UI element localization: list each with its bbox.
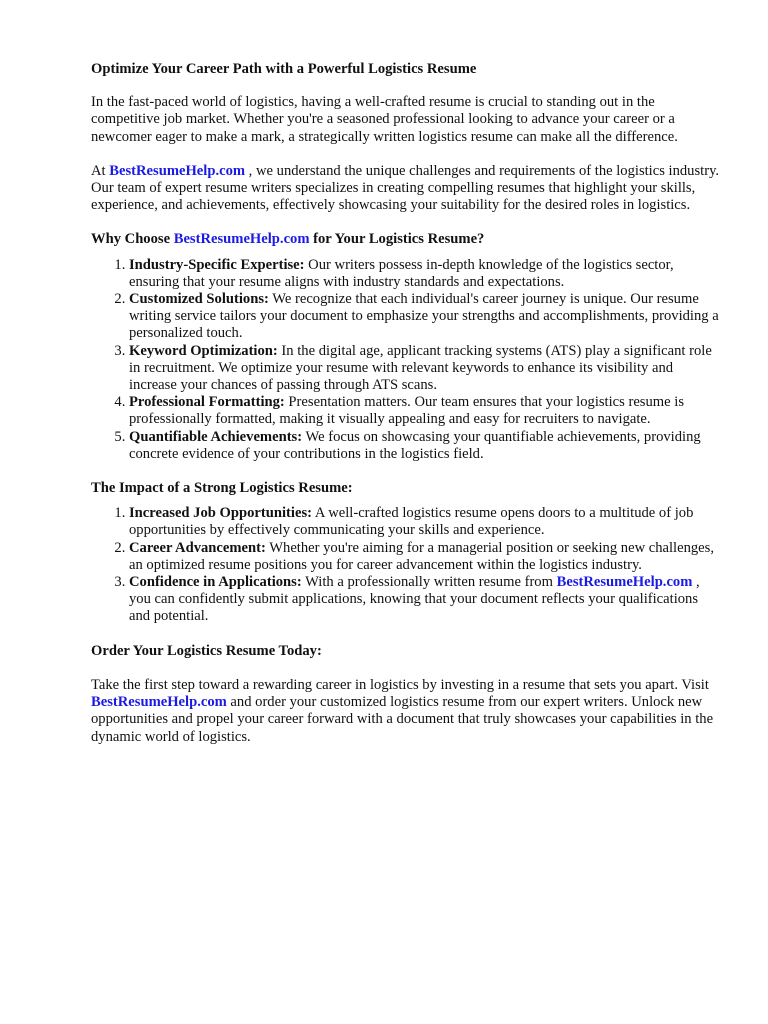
about-suffix: , we understand the unique challenges and requirements of the logistics industry. Our team of expert resume writers specializes in creating compelling resumes that highlight your skills, experience, and achievements, effectively showcasing your suitability for the desired roles in logistics. [91,162,720,214]
why-item-term: Professional Formatting: [129,394,285,411]
order-paragraph [91,677,721,746]
why-item-text: We focus on showcasing your quantifiable achievements, providing concrete evidence of your contributions in the logistics field. [129,428,701,462]
why-item-term: Customized Solutions: [129,291,269,308]
impact-item-link[interactable]: BestResumeHelp.com [556,574,693,591]
impact-item-after: , you can confidently submit applications, knowing that your document reflects your qualifications and potential. [129,574,700,625]
impact-list [91,505,721,625]
why-list-item [129,257,721,291]
impact-item-text: A well-crafted logistics resume opens doors to a multitude of job opportunities by effectively communicating your skills and experience. [129,505,694,539]
document-page [91,61,721,746]
about-prefix: At [91,162,110,179]
impact-list-item [129,574,721,626]
why-item-term: Industry-Specific Expertise: [129,256,305,273]
why-item-term: Keyword Optimization: [129,342,278,359]
order-link[interactable]: BestResumeHelp.com [91,694,227,711]
why-item-text: In the digital age, applicant tracking systems (ATS) play a significant role in recruitment. We optimize your resume with relevant keywords to enhance its visibility and increase your chances of passing through ATS scans. [129,342,712,394]
order-heading: Order Your Logistics Resume Today: [91,642,322,659]
impact-item-term: Increased Job Opportunities: [129,505,312,522]
why-heading-prefix: Why Choose [91,231,174,248]
why-list-item [129,429,721,463]
why-heading [91,231,721,248]
why-item-term: Quantifiable Achievements: [129,428,303,445]
why-list-item [129,394,721,428]
about-paragraph [91,163,721,215]
why-list-item [129,343,721,395]
impact-heading: The Impact of a Strong Logistics Resume: [91,480,353,497]
impact-item-term: Career Advancement: [129,539,266,556]
why-item-text: We recognize that each individual's career journey is unique. Our resume writing service tailors your document to emphasize your strengths and accomplishments, providing a personalized touch. [129,291,719,342]
impact-item-text: With a professionally written resume from [301,574,557,591]
impact-list-item [129,505,721,539]
impact-item-text: Whether you're aiming for a managerial position or seeking new challenges, an optimized resume positions you for career advancement within the logistics industry. [129,539,714,573]
about-link[interactable]: BestResumeHelp.com [109,162,246,179]
why-list-item [129,291,721,343]
order-prefix: Take the first step toward a rewarding career in logistics by investing in a resume that sets you apart. Visit [91,676,709,693]
order-suffix: and order your customized logistics resume from our expert writers. Unlock new opportunities and propel your career forward with a document that truly showcases your capabilities in the dynamic world of logistics. [91,694,714,745]
impact-list-item [129,540,721,574]
intro-paragraph: In the fast-paced world of logistics, having a well-crafted resume is crucial to standing out in the competitive job market. Whether you're a seasoned professional looking to advance your career or a newcomer eager to make a mark, a strategically written logistics resume can make all the difference. [91,94,678,145]
why-heading-suffix: for Your Logistics Resume? [309,231,485,248]
why-item-text: Presentation matters. Our team ensures that your logistics resume is professionally formatted, making it visually appealing and easy for recruiters to navigate. [129,394,684,428]
page-title: Optimize Your Career Path with a Powerful Logistics Resume [91,61,477,77]
why-item-text: Our writers possess in-depth knowledge of the logistics sector, ensuring that your resume aligns with industry standards and expectations. [129,256,674,290]
why-list [91,257,721,463]
impact-item-term: Confidence in Applications: [129,574,302,591]
why-heading-link[interactable]: BestResumeHelp.com [173,231,310,248]
